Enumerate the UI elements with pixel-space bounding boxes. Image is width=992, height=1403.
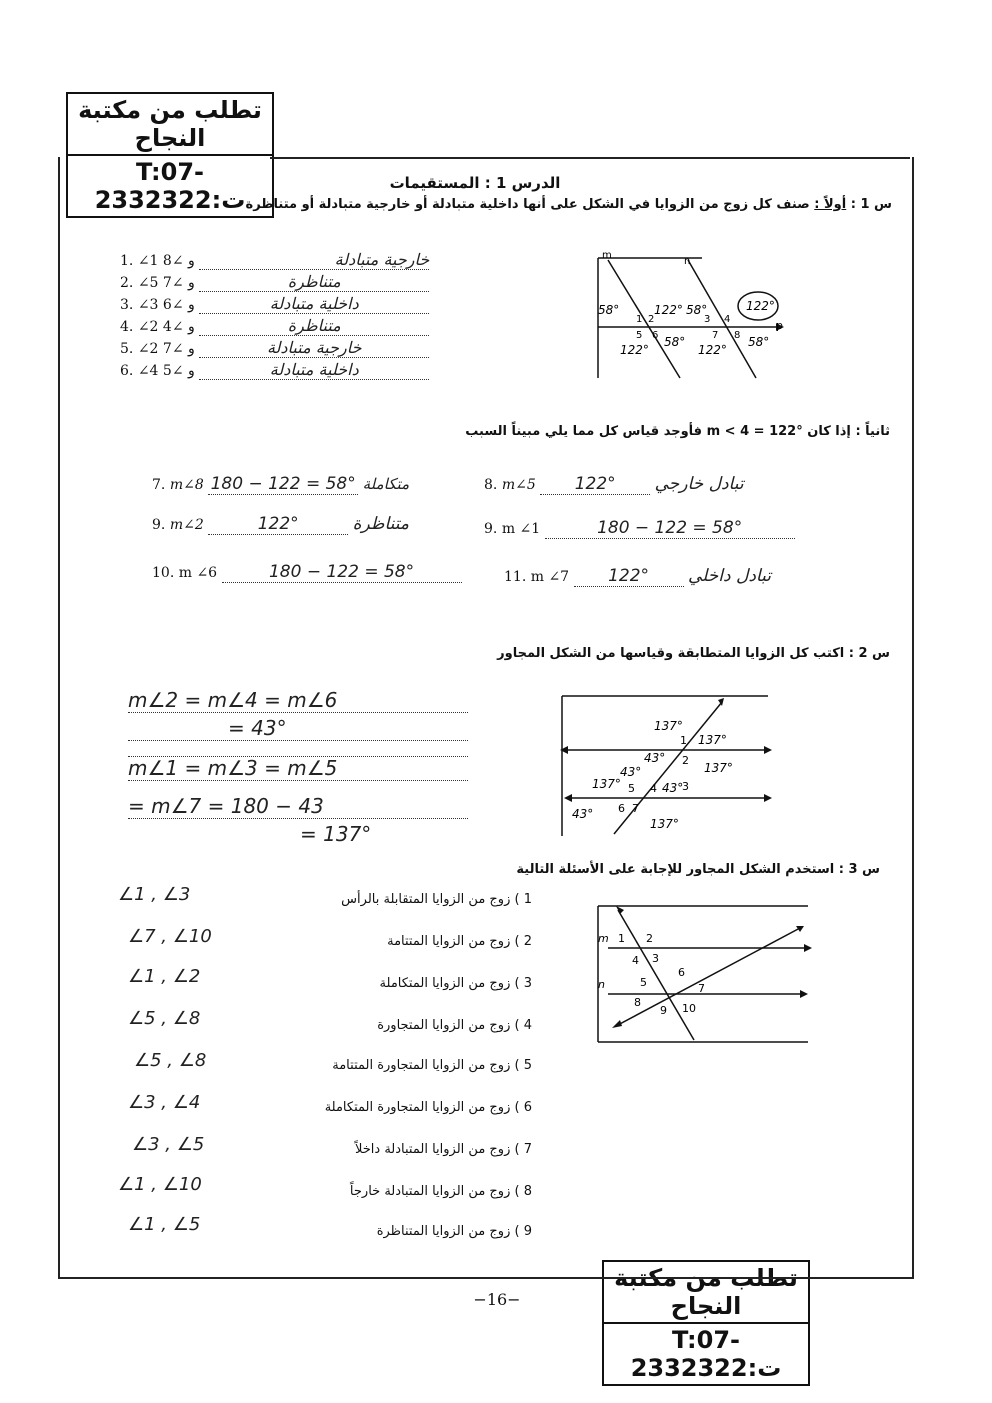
q2-figure [558,694,778,840]
q2-line-3: m∠1 = m∠3 = m∠5 [128,756,468,781]
q3-fig-angle-6: 6 [678,966,685,979]
q3-fig-angle-8: 8 [634,996,641,1009]
q3-answer-6: ∠3 , ∠4 [128,1092,201,1113]
q1-fig-measure: 58° [748,335,770,349]
q3-fig-label-m: m [598,932,609,945]
q3-figure [594,902,816,1046]
q1-fig-label-n: n [684,256,691,267]
q1b-item-answer: 122° [540,474,650,495]
q3-item-9 [300,1224,532,1239]
q1b-item-angle: m ∠1 [501,521,541,537]
q2-fig-angle-4: 4 [650,782,657,795]
q2-fig-angle-7: 7 [632,802,639,815]
q1b-row-4 [484,518,795,539]
q2-fig-measure: 43° [572,807,594,821]
q2-fig-angle-2: 2 [682,754,689,767]
q1b-item-num: 7. [152,477,166,493]
q1b-item-answer: 180 − 122 = 58° [222,562,462,583]
q3-item-text: زوج من الزوايا المتجاورة المتتامة [332,1058,511,1073]
q3-answer-5: ∠5 , ∠8 [134,1050,207,1071]
q1b-item-num: 9. [484,521,498,537]
q3-fig-label-n: n [598,978,605,991]
q1-fig-angle-7: 7 [712,330,719,341]
lesson-title: الدرس 1 : المستقيمات [389,174,561,192]
q1-item-3 [120,294,429,314]
q1b-item-answer: 122° [208,514,348,535]
q2-header [460,646,890,661]
stamp-bottom-line2: T:07-2332322:ت [630,1326,782,1382]
q1-fig-label-p: p [776,319,783,332]
q3-answer-2: ∠7 , ∠10 [128,926,212,947]
q1b-item-answer: 122° [574,566,684,587]
q1b-item-angle: m∠2 [169,517,204,533]
q2-fig-measure: 43° [644,751,666,765]
q1-item-num: 4. [120,319,134,335]
q3-item-text: زوج من الزوايا المتناظرة [376,1224,511,1239]
q1b-item-num: 9. [152,517,166,533]
q3-item-text: زوج من الزوايا المتقابلة بالرأس [341,892,511,907]
q1b-item-angle: m∠5 [501,477,536,493]
stamp-bottom-line1: تطلب من مكتبة النجاح [604,1262,808,1324]
q3-item-num: 7 ) [514,1142,532,1157]
q2-line-2: = 43° [128,716,468,741]
q3-item-num: 8 ) [514,1184,532,1199]
q1-item-pair: ∠1 و ∠8 [137,253,195,269]
q3-item-num: 3 ) [514,976,532,991]
q1-item-6 [120,360,429,380]
q1-fig-angle-6: 6 [652,330,659,341]
q3-item-5 [300,1058,532,1073]
q2-line-4: = m∠7 = 180 − 43 [128,794,468,819]
page-number: −16− [473,1290,521,1309]
q1-fig-angle-8: 8 [734,330,741,341]
q3-answer-3: ∠1 , ∠2 [128,966,201,987]
q1-item-answer: داخلية متبادلة [199,294,429,314]
q1b-prompt: إذا كان m < 4 = 122° فأوجد قياس كل مما يلي مبيناً السبب [465,424,851,439]
q3-item-8 [300,1184,532,1199]
q1-fig-measure: 122° [620,343,649,357]
q1b-item-num: 8. [484,477,498,493]
q3-answer-8: ∠1 , ∠10 [118,1174,202,1195]
q1-item-pair: ∠3 و ∠6 [137,297,195,313]
q1b-item-angle: m∠8 [169,477,204,493]
q1b-row-5 [152,562,462,583]
q2-fig-measure: 43° [662,781,684,795]
q3-item-num: 9 ) [514,1224,532,1239]
q1b-header [420,424,890,439]
q3-fig-angle-7: 7 [698,982,705,995]
q3-answer-7: ∠3 , ∠5 [132,1134,205,1155]
q1-fig-label-m: m [602,250,612,261]
q2-fig-angle-5: 5 [628,782,635,795]
q2-fig-angle-6: 6 [618,802,625,815]
q3-item-1 [300,892,532,907]
q1-item-num: 3. [120,297,134,313]
q3-answer-4: ∠5 , ∠8 [128,1008,201,1029]
q1-item-num: 5. [120,341,134,357]
q3-fig-angle-1: 1 [618,932,625,945]
q3-fig-angle-3: 3 [652,952,659,965]
q3-fig-angle-10: 10 [682,1002,696,1015]
q3-item-num: 6 ) [514,1100,532,1115]
q1-figure [592,250,792,385]
q1-item-4 [120,316,429,336]
q3-label: س 3 : [838,862,880,877]
q2-fig-angle-1: 1 [680,734,687,747]
q1b-item-angle: m ∠7 [530,569,570,585]
q1-first-label: أولاً : [814,197,847,212]
q1-fig-angle-1: 1 [636,314,643,325]
q1-item-answer: داخلية متبادلة [199,360,429,380]
q2-label: س 2 : [848,646,890,661]
q1-fig-measure: 58° [598,303,620,317]
q1-item-answer: خارجية متبادلة [199,338,429,358]
q1-prompt: صنف كل زوج من الزوايا في الشكل على أنها داخلية متبادلة أو خارجية متبادلة أو متناظرة [245,197,810,212]
q1b-row-1 [152,474,409,495]
q1-fig-measure: 58° [686,303,708,317]
q1-item-pair: ∠5 و ∠7 [137,275,195,291]
q3-item-7 [300,1142,532,1157]
q3-item-text: زوج من الزوايا المتجاورة المتكاملة [324,1100,511,1115]
q1-item-2 [120,272,429,292]
q3-item-4 [300,1018,532,1033]
q1-fig-angle-2: 2 [648,314,655,325]
stamp-top-line2: T:07-2332322:ت [94,158,246,214]
q2-fig-measure: 137° [704,761,733,775]
q1-fig-measure: 58° [664,335,686,349]
q2-fig-measure: 137° [654,719,683,733]
q1-item-num: 2. [120,275,134,291]
q3-item-num: 1 ) [514,892,532,907]
stamp-top-line1: تطلب من مكتبة النجاح [68,94,272,156]
frame-top-rule [270,157,910,159]
q1b-label: ثانياً : [855,424,890,439]
q1b-row-3 [152,514,409,535]
q3-item-2 [300,934,532,949]
q1b-item-angle: m ∠6 [178,565,218,581]
q3-fig-angle-2: 2 [646,932,653,945]
q3-item-num: 2 ) [514,934,532,949]
q1-fig-measure: 122° [654,303,683,317]
q1b-item-reason: متكاملة [362,475,410,493]
q1-fig-angle-5: 5 [636,330,643,341]
q3-item-text: زوج من الزوايا المتجاورة [377,1018,511,1033]
q3-item-6 [290,1100,532,1115]
q1b-item-reason: متناظرة [352,514,410,534]
q2-line-1: m∠2 = m∠4 = m∠6 [128,688,468,713]
q1-fig-angle-3: 3 [704,314,711,325]
q1-item-5 [120,338,429,358]
q1-fig-measure: 122° [746,299,775,313]
q1-item-num: 1. [120,253,134,269]
q3-fig-angle-4: 4 [632,954,639,967]
q1-item-pair: ∠2 و ∠4 [137,319,195,335]
q2-fig-measure: 43° [620,765,642,779]
q2-fig-measure: 137° [592,777,621,791]
q1-item-num: 6. [120,363,134,379]
q3-item-num: 5 ) [514,1058,532,1073]
q1-fig-angle-4: 4 [724,314,731,325]
q3-item-text: زوج من الزوايا المتبادلة خارجاً [349,1184,511,1199]
q3-answer-1: ∠1 , ∠3 [118,884,191,905]
q1-label: س 1 : [850,197,892,212]
q1b-item-num: 11. [504,569,527,585]
q1b-row-6 [504,566,771,587]
q1-item-answer: خارجية متبادلة [199,250,429,270]
q3-fig-angle-9: 9 [660,1004,667,1017]
q1-item-pair: ∠2 و ∠7 [137,341,195,357]
q1b-row-2 [484,474,744,495]
q1b-item-reason: تبادل داخلي [688,566,771,586]
q1-item-answer: متناظرة [199,316,429,336]
q3-item-num: 4 ) [514,1018,532,1033]
q1-item-1 [120,250,429,270]
q3-prompt: استخدم الشكل المجاور للإجابة على الأسئلة التالية [516,862,835,877]
q1-item-answer: متناظرة [199,272,429,292]
q3-fig-angle-5: 5 [640,976,647,989]
q3-item-text: زوج من الزوايا المتكاملة [379,976,511,991]
q1b-item-answer: 180 − 122 = 58° [208,474,358,495]
q3-item-text: زوج من الزوايا المتتامة [387,934,511,949]
q1b-item-answer: 180 − 122 = 58° [545,518,795,539]
q1-item-pair: ∠4 و ∠5 [137,363,195,379]
q3-answer-9: ∠1 , ∠5 [128,1214,201,1235]
q2-line-5: = 137° [300,822,372,846]
q1-header [170,197,892,212]
q2-fig-measure: 137° [650,817,679,831]
q3-item-3 [300,976,532,991]
q1-fig-measure: 122° [698,343,727,357]
q3-header [470,862,880,877]
q2-fig-angle-3: 3 [682,780,689,793]
q2-prompt: اكتب كل الزوايا المتطابقة وقياسها من الشكل المجاور [497,646,845,661]
q1b-item-reason: تبادل خارجي [654,474,744,494]
q2-fig-measure: 137° [698,733,727,747]
q3-item-text: زوج من الزوايا المتبادلة داخلاً [355,1142,511,1157]
q1b-item-num: 10. [152,565,175,581]
